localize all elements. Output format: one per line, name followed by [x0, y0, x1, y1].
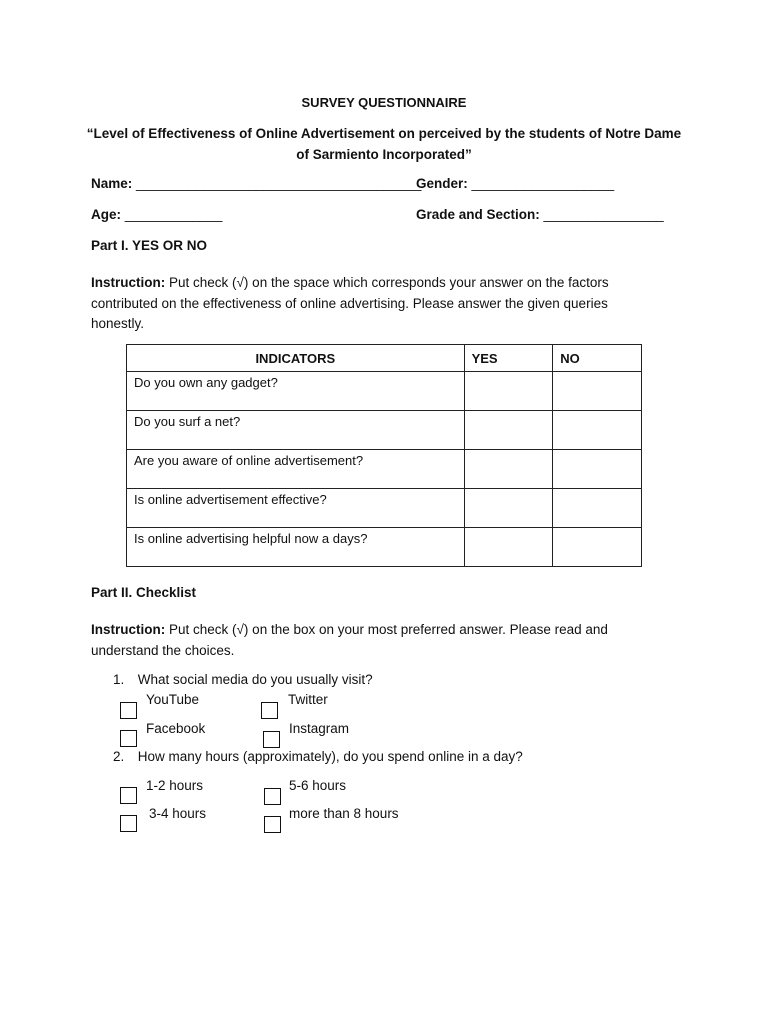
- yes-answer-cell[interactable]: [464, 528, 553, 567]
- grade-section-field: [416, 207, 664, 222]
- option-youtube: YouTube: [146, 692, 200, 707]
- age-field: [91, 207, 222, 222]
- name-field: [91, 176, 421, 191]
- part2-heading: Part II. Checklist: [91, 585, 197, 600]
- part1-heading: Part I. YES OR NO: [91, 238, 208, 253]
- option-facebook: Facebook: [146, 721, 206, 736]
- age-label: Age:: [91, 207, 121, 222]
- table-row: [127, 411, 642, 450]
- yes-answer-cell[interactable]: [464, 450, 553, 489]
- header-indicators: INDICATORS: [127, 345, 465, 372]
- question-1: [113, 672, 373, 687]
- no-answer-cell[interactable]: [553, 489, 642, 528]
- option-5-6-hours: 5-6 hours: [289, 778, 347, 793]
- gender-blank[interactable]: ___________________: [471, 176, 615, 191]
- question-2: [113, 749, 523, 764]
- table-row: [127, 372, 642, 411]
- option-more-than-8-hours: more than 8 hours: [289, 806, 399, 821]
- indicator-cell: Are you aware of online advertisement?: [127, 450, 465, 489]
- table-row: [127, 528, 642, 567]
- age-blank[interactable]: _____________: [124, 207, 223, 222]
- checkbox-twitter[interactable]: [261, 702, 278, 719]
- checkbox-more-than-8-hours[interactable]: [264, 816, 281, 833]
- question-text: How many hours (approximately), do you spend online in a day?: [137, 749, 523, 764]
- document-subtitle-line-2: of Sarmiento Incorporated”: [296, 147, 472, 162]
- grade-section-blank[interactable]: ________________: [543, 207, 664, 222]
- indicators-table: [126, 344, 642, 567]
- checkbox-1-2-hours[interactable]: [120, 787, 137, 804]
- question-text: What social media do you usually visit?: [137, 672, 373, 687]
- header-no: NO: [553, 345, 642, 372]
- header-yes: YES: [464, 345, 553, 372]
- no-answer-cell[interactable]: [553, 528, 642, 567]
- option-3-4-hours: 3-4 hours: [149, 806, 207, 821]
- option-instagram: Instagram: [289, 721, 350, 736]
- table-header-row: [127, 345, 642, 372]
- document-subtitle-line-1: “Level of Effectiveness of Online Advertisement on perceived by the students of Notre Dame: [86, 126, 682, 141]
- checkbox-instagram[interactable]: [263, 731, 280, 748]
- yes-answer-cell[interactable]: [464, 411, 553, 450]
- checkbox-5-6-hours[interactable]: [264, 788, 281, 805]
- name-blank[interactable]: ______________________________________: [136, 176, 422, 191]
- indicator-cell: Is online advertising helpful now a days?: [127, 528, 465, 567]
- yes-answer-cell[interactable]: [464, 489, 553, 528]
- indicator-cell: Do you own any gadget?: [127, 372, 465, 411]
- option-twitter: Twitter: [288, 692, 328, 707]
- no-answer-cell[interactable]: [553, 411, 642, 450]
- part2-instruction-label: Instruction:: [91, 622, 166, 637]
- gender-label: Gender:: [416, 176, 468, 191]
- question-number: 2.: [113, 749, 125, 764]
- table-row: [127, 489, 642, 528]
- part1-instruction-text: Put check (√) on the space which corresponds your answer on the factors contributed on the effectiveness of online advertising. Please answer the given queries honestly.: [91, 275, 609, 331]
- option-1-2-hours: 1-2 hours: [146, 778, 204, 793]
- indicator-cell: Is online advertisement effective?: [127, 489, 465, 528]
- indicator-cell: Do you surf a net?: [127, 411, 465, 450]
- part2-instruction: [91, 620, 651, 661]
- no-answer-cell[interactable]: [553, 372, 642, 411]
- name-label: Name:: [91, 176, 133, 191]
- no-answer-cell[interactable]: [553, 450, 642, 489]
- gender-field: [416, 176, 614, 191]
- part1-instruction-label: Instruction:: [91, 275, 166, 290]
- table-row: [127, 450, 642, 489]
- part2-instruction-text: Put check (√) on the box on your most preferred answer. Please read and understand the choices.: [91, 622, 608, 658]
- checkbox-facebook[interactable]: [120, 730, 137, 747]
- checkbox-youtube[interactable]: [120, 702, 137, 719]
- yes-answer-cell[interactable]: [464, 372, 553, 411]
- document-title: SURVEY QUESTIONNAIRE: [301, 95, 467, 110]
- question-number: 1.: [113, 672, 125, 687]
- grade-section-label: Grade and Section:: [416, 207, 540, 222]
- part1-instruction: [91, 273, 651, 335]
- checkbox-3-4-hours[interactable]: [120, 815, 137, 832]
